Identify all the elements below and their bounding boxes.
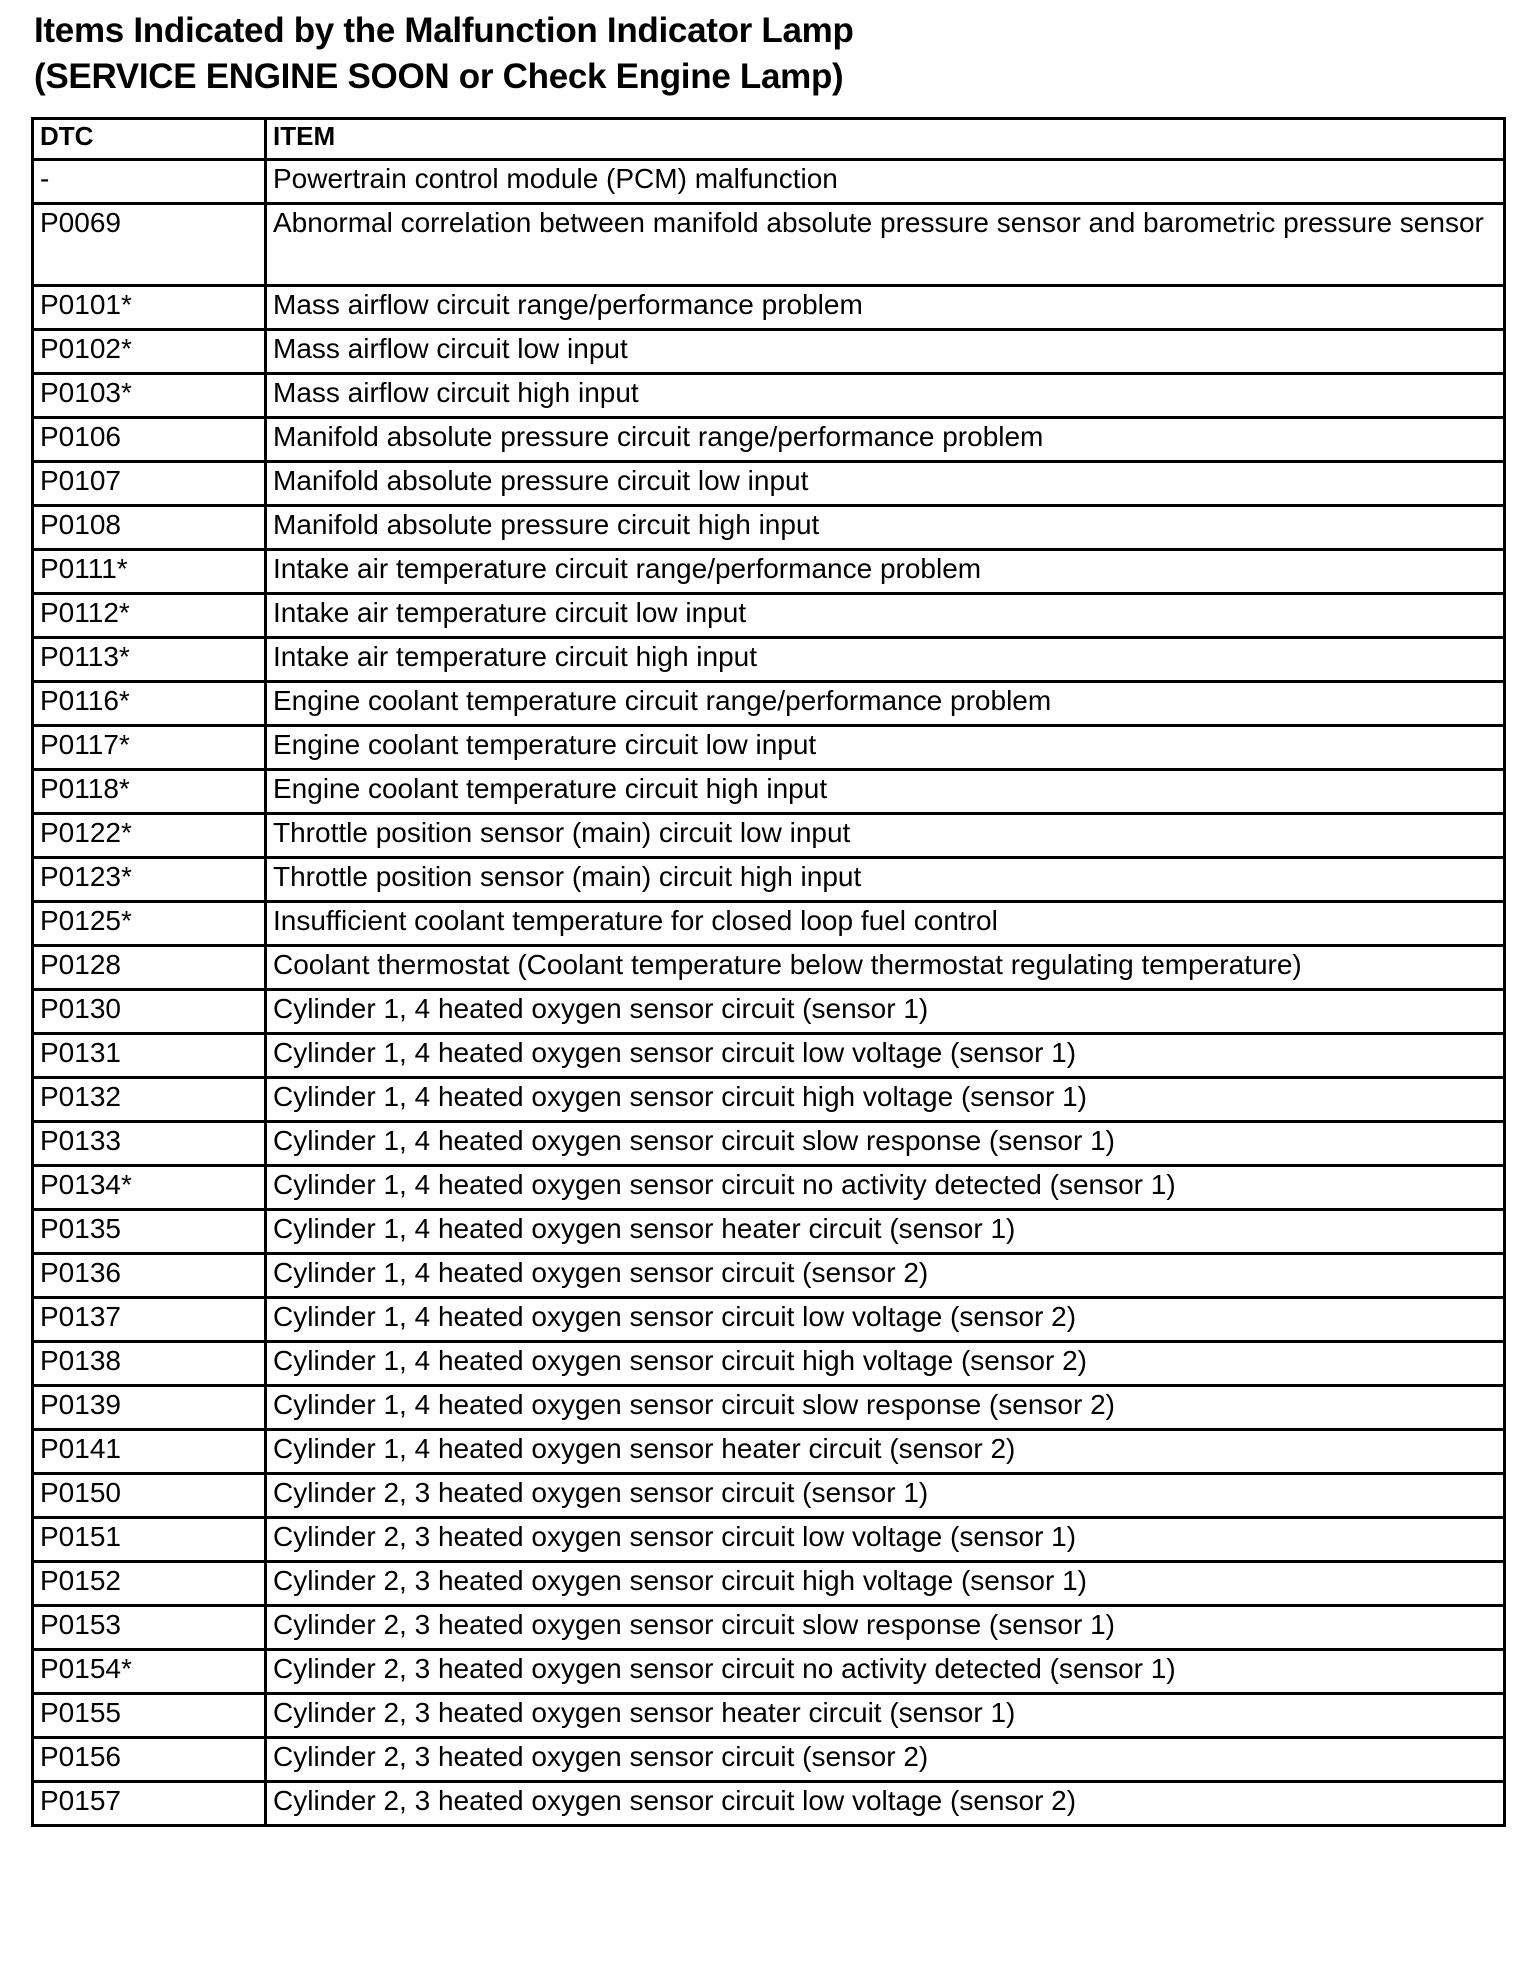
table-row bbox=[33, 1078, 1505, 1122]
dtc-item-cell: Throttle position sensor (main) circuit high input bbox=[266, 858, 1505, 902]
dtc-code-cell: P0108 bbox=[33, 506, 266, 550]
dtc-item-cell: Insufficient coolant temperature for closed loop fuel control bbox=[266, 902, 1505, 946]
dtc-code-cell: P0131 bbox=[33, 1034, 266, 1078]
dtc-code-cell: - bbox=[33, 160, 266, 204]
table-row bbox=[33, 1166, 1505, 1210]
dtc-code-cell: P0155 bbox=[33, 1694, 266, 1738]
dtc-item-cell: Throttle position sensor (main) circuit low input bbox=[266, 814, 1505, 858]
header-dtc: DTC bbox=[33, 119, 266, 160]
dtc-code-cell: P0125* bbox=[33, 902, 266, 946]
dtc-table bbox=[31, 117, 1506, 1827]
dtc-code-cell: P0102* bbox=[33, 330, 266, 374]
dtc-item-cell: Cylinder 1, 4 heated oxygen sensor circuit high voltage (sensor 2) bbox=[266, 1342, 1505, 1386]
dtc-code-cell: P0122* bbox=[33, 814, 266, 858]
dtc-code-cell: P0118* bbox=[33, 770, 266, 814]
table-row bbox=[33, 1210, 1505, 1254]
table-row bbox=[33, 1298, 1505, 1342]
table-row bbox=[33, 770, 1505, 814]
dtc-item-cell: Cylinder 1, 4 heated oxygen sensor circuit high voltage (sensor 1) bbox=[266, 1078, 1505, 1122]
table-row bbox=[33, 1738, 1505, 1782]
dtc-item-cell: Cylinder 2, 3 heated oxygen sensor circuit slow response (sensor 1) bbox=[266, 1606, 1505, 1650]
dtc-item-cell: Cylinder 2, 3 heated oxygen sensor circuit low voltage (sensor 1) bbox=[266, 1518, 1505, 1562]
dtc-item-cell: Intake air temperature circuit low input bbox=[266, 594, 1505, 638]
dtc-code-cell: P0156 bbox=[33, 1738, 266, 1782]
dtc-item-cell: Cylinder 1, 4 heated oxygen sensor circuit low voltage (sensor 1) bbox=[266, 1034, 1505, 1078]
dtc-code-cell: P0130 bbox=[33, 990, 266, 1034]
dtc-item-cell: Engine coolant temperature circuit high input bbox=[266, 770, 1505, 814]
dtc-item-cell: Manifold absolute pressure circuit low input bbox=[266, 462, 1505, 506]
table-row bbox=[33, 1254, 1505, 1298]
dtc-code-cell: P0069 bbox=[33, 204, 266, 286]
table-row bbox=[33, 1474, 1505, 1518]
dtc-item-cell: Coolant thermostat (Coolant temperature below thermostat regulating temperature) bbox=[266, 946, 1505, 990]
dtc-code-cell: P0141 bbox=[33, 1430, 266, 1474]
dtc-item-cell: Cylinder 1, 4 heated oxygen sensor circuit no activity detected (sensor 1) bbox=[266, 1166, 1505, 1210]
dtc-code-cell: P0112* bbox=[33, 594, 266, 638]
dtc-code-cell: P0103* bbox=[33, 374, 266, 418]
dtc-code-cell: P0111* bbox=[33, 550, 266, 594]
dtc-code-cell: P0113* bbox=[33, 638, 266, 682]
table-row bbox=[33, 1782, 1505, 1826]
table-row bbox=[33, 858, 1505, 902]
table-row bbox=[33, 1342, 1505, 1386]
dtc-item-cell: Cylinder 1, 4 heated oxygen sensor circuit slow response (sensor 1) bbox=[266, 1122, 1505, 1166]
title-line-1: Items Indicated by the Malfunction Indicator Lamp bbox=[34, 11, 854, 50]
dtc-item-cell: Cylinder 2, 3 heated oxygen sensor circuit no activity detected (sensor 1) bbox=[266, 1650, 1505, 1694]
dtc-code-cell: P0137 bbox=[33, 1298, 266, 1342]
dtc-item-cell: Mass airflow circuit high input bbox=[266, 374, 1505, 418]
dtc-code-cell: P0139 bbox=[33, 1386, 266, 1430]
dtc-code-cell: P0123* bbox=[33, 858, 266, 902]
table-body bbox=[33, 160, 1505, 1826]
dtc-item-cell: Cylinder 1, 4 heated oxygen sensor circuit (sensor 2) bbox=[266, 1254, 1505, 1298]
table-row bbox=[33, 160, 1505, 204]
dtc-code-cell: P0152 bbox=[33, 1562, 266, 1606]
dtc-code-cell: P0157 bbox=[33, 1782, 266, 1826]
table-row bbox=[33, 374, 1505, 418]
table-row bbox=[33, 594, 1505, 638]
table-row bbox=[33, 330, 1505, 374]
dtc-code-cell: P0134* bbox=[33, 1166, 266, 1210]
dtc-item-cell: Cylinder 1, 4 heated oxygen sensor circuit (sensor 1) bbox=[266, 990, 1505, 1034]
dtc-item-cell: Cylinder 1, 4 heated oxygen sensor heater circuit (sensor 2) bbox=[266, 1430, 1505, 1474]
dtc-item-cell: Intake air temperature circuit range/performance problem bbox=[266, 550, 1505, 594]
dtc-item-cell: Cylinder 2, 3 heated oxygen sensor heater circuit (sensor 1) bbox=[266, 1694, 1505, 1738]
table-header-row bbox=[33, 119, 1505, 160]
table-row bbox=[33, 1562, 1505, 1606]
table-row bbox=[33, 550, 1505, 594]
dtc-code-cell: P0138 bbox=[33, 1342, 266, 1386]
dtc-code-cell: P0154* bbox=[33, 1650, 266, 1694]
dtc-code-cell: P0107 bbox=[33, 462, 266, 506]
dtc-code-cell: P0135 bbox=[33, 1210, 266, 1254]
dtc-code-cell: P0132 bbox=[33, 1078, 266, 1122]
dtc-item-cell: Engine coolant temperature circuit low input bbox=[266, 726, 1505, 770]
table-row bbox=[33, 1694, 1505, 1738]
page-title bbox=[34, 8, 854, 100]
table-row bbox=[33, 1386, 1505, 1430]
dtc-item-cell: Cylinder 1, 4 heated oxygen sensor heater circuit (sensor 1) bbox=[266, 1210, 1505, 1254]
dtc-item-cell: Engine coolant temperature circuit range/performance problem bbox=[266, 682, 1505, 726]
table-row bbox=[33, 990, 1505, 1034]
dtc-item-cell: Mass airflow circuit range/performance problem bbox=[266, 286, 1505, 330]
table-row bbox=[33, 1122, 1505, 1166]
table-row bbox=[33, 814, 1505, 858]
dtc-item-cell: Mass airflow circuit low input bbox=[266, 330, 1505, 374]
table-row bbox=[33, 1606, 1505, 1650]
dtc-item-cell: Intake air temperature circuit high input bbox=[266, 638, 1505, 682]
dtc-item-cell: Abnormal correlation between manifold absolute pressure sensor and barometric pressure sensor bbox=[266, 204, 1505, 286]
dtc-code-cell: P0133 bbox=[33, 1122, 266, 1166]
dtc-code-cell: P0153 bbox=[33, 1606, 266, 1650]
dtc-code-cell: P0116* bbox=[33, 682, 266, 726]
dtc-code-cell: P0101* bbox=[33, 286, 266, 330]
dtc-item-cell: Cylinder 1, 4 heated oxygen sensor circuit slow response (sensor 2) bbox=[266, 1386, 1505, 1430]
table-row bbox=[33, 682, 1505, 726]
dtc-item-cell: Manifold absolute pressure circuit range/performance problem bbox=[266, 418, 1505, 462]
table-row bbox=[33, 1430, 1505, 1474]
table-row bbox=[33, 418, 1505, 462]
dtc-code-cell: P0117* bbox=[33, 726, 266, 770]
table-row bbox=[33, 1034, 1505, 1078]
dtc-item-cell: Powertrain control module (PCM) malfunction bbox=[266, 160, 1505, 204]
table-row bbox=[33, 1518, 1505, 1562]
dtc-item-cell: Cylinder 2, 3 heated oxygen sensor circuit high voltage (sensor 1) bbox=[266, 1562, 1505, 1606]
dtc-code-cell: P0128 bbox=[33, 946, 266, 990]
table-row bbox=[33, 1650, 1505, 1694]
dtc-code-cell: P0151 bbox=[33, 1518, 266, 1562]
dtc-item-cell: Cylinder 1, 4 heated oxygen sensor circuit low voltage (sensor 2) bbox=[266, 1298, 1505, 1342]
table-row bbox=[33, 638, 1505, 682]
table-row bbox=[33, 726, 1505, 770]
dtc-item-cell: Cylinder 2, 3 heated oxygen sensor circuit (sensor 2) bbox=[266, 1738, 1505, 1782]
table-row bbox=[33, 902, 1505, 946]
dtc-item-cell: Cylinder 2, 3 heated oxygen sensor circuit (sensor 1) bbox=[266, 1474, 1505, 1518]
dtc-code-cell: P0150 bbox=[33, 1474, 266, 1518]
header-item: ITEM bbox=[266, 119, 1505, 160]
dtc-item-cell: Cylinder 2, 3 heated oxygen sensor circuit low voltage (sensor 2) bbox=[266, 1782, 1505, 1826]
dtc-code-cell: P0136 bbox=[33, 1254, 266, 1298]
dtc-item-cell: Manifold absolute pressure circuit high input bbox=[266, 506, 1505, 550]
dtc-code-cell: P0106 bbox=[33, 418, 266, 462]
title-line-2: (SERVICE ENGINE SOON or Check Engine Lamp) bbox=[34, 57, 844, 96]
table-row bbox=[33, 946, 1505, 990]
table-row bbox=[33, 204, 1505, 286]
table-row bbox=[33, 506, 1505, 550]
table-row bbox=[33, 286, 1505, 330]
table-row bbox=[33, 462, 1505, 506]
